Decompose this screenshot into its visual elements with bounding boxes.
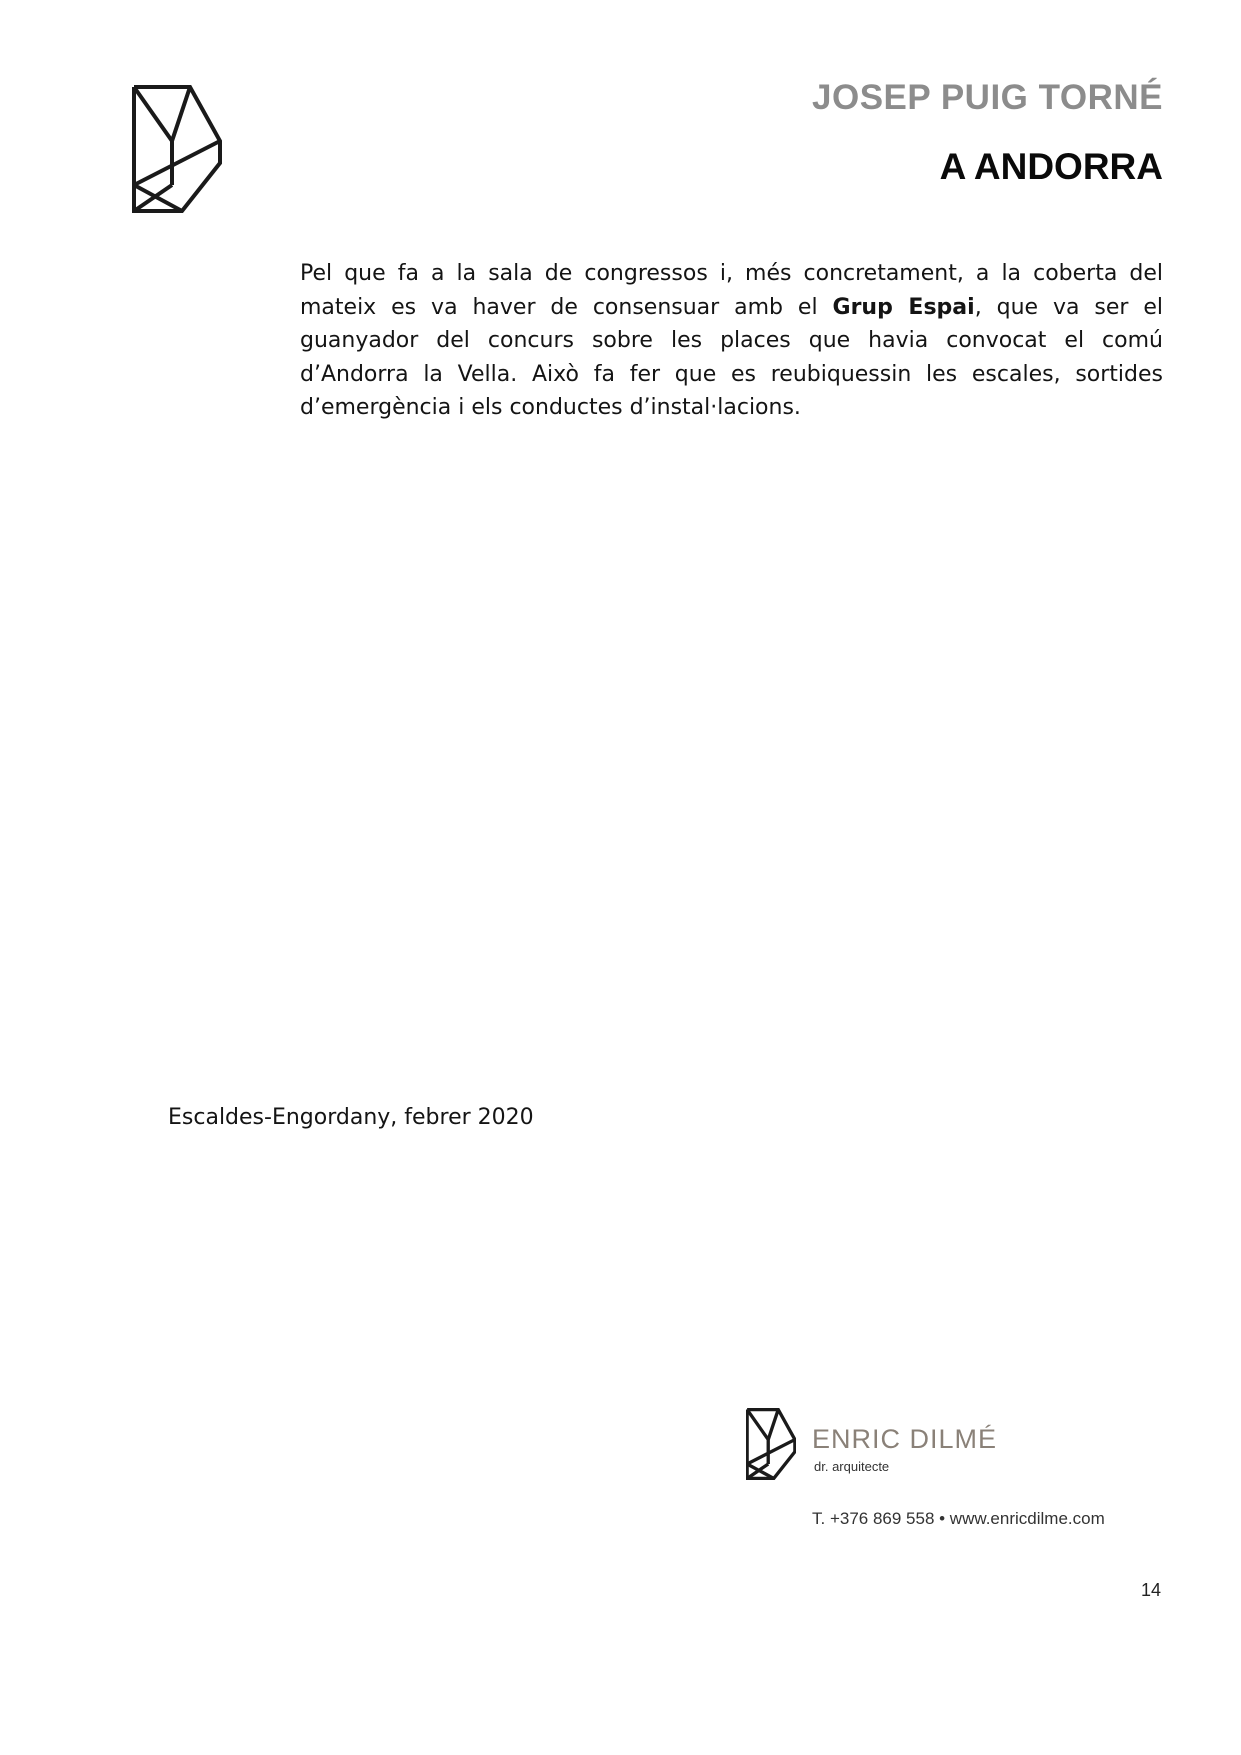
page-number: 14 (1140, 1580, 1161, 1600)
architect-logo-icon (132, 85, 222, 213)
page-title: JOSEP PUIG TORNÉ (812, 78, 1163, 117)
paragraph-bold-text: Grup Espai (832, 294, 975, 320)
architect-logo-icon (746, 1408, 796, 1480)
signature-role: dr. arquitecte (814, 1459, 890, 1474)
body-paragraph (300, 257, 1163, 425)
place-date: Escaldes-Engordany, febrer 2020 (168, 1105, 534, 1130)
page-subtitle: A ANDORRA (939, 146, 1163, 187)
signature-block (746, 1408, 1146, 1548)
paragraph-text-start: Pel que fa a la sala de congressos i, més concretament, a la coberta del mateix es va haver de consensuar amb el (300, 261, 1163, 320)
signature-name: ENRIC DILMÉ (812, 1424, 998, 1454)
signature-contact: T. +376 869 558 • www.enricdilme.com (812, 1509, 1105, 1528)
paragraph-text-end: , que va ser el guanyador del concurs sobre les places que havia convocat el comú d’Andorra la Vella. Això fa fer que es reubiquessin les escales, sortides d’emergència i els conductes d’instal·lacions. (300, 294, 1164, 420)
